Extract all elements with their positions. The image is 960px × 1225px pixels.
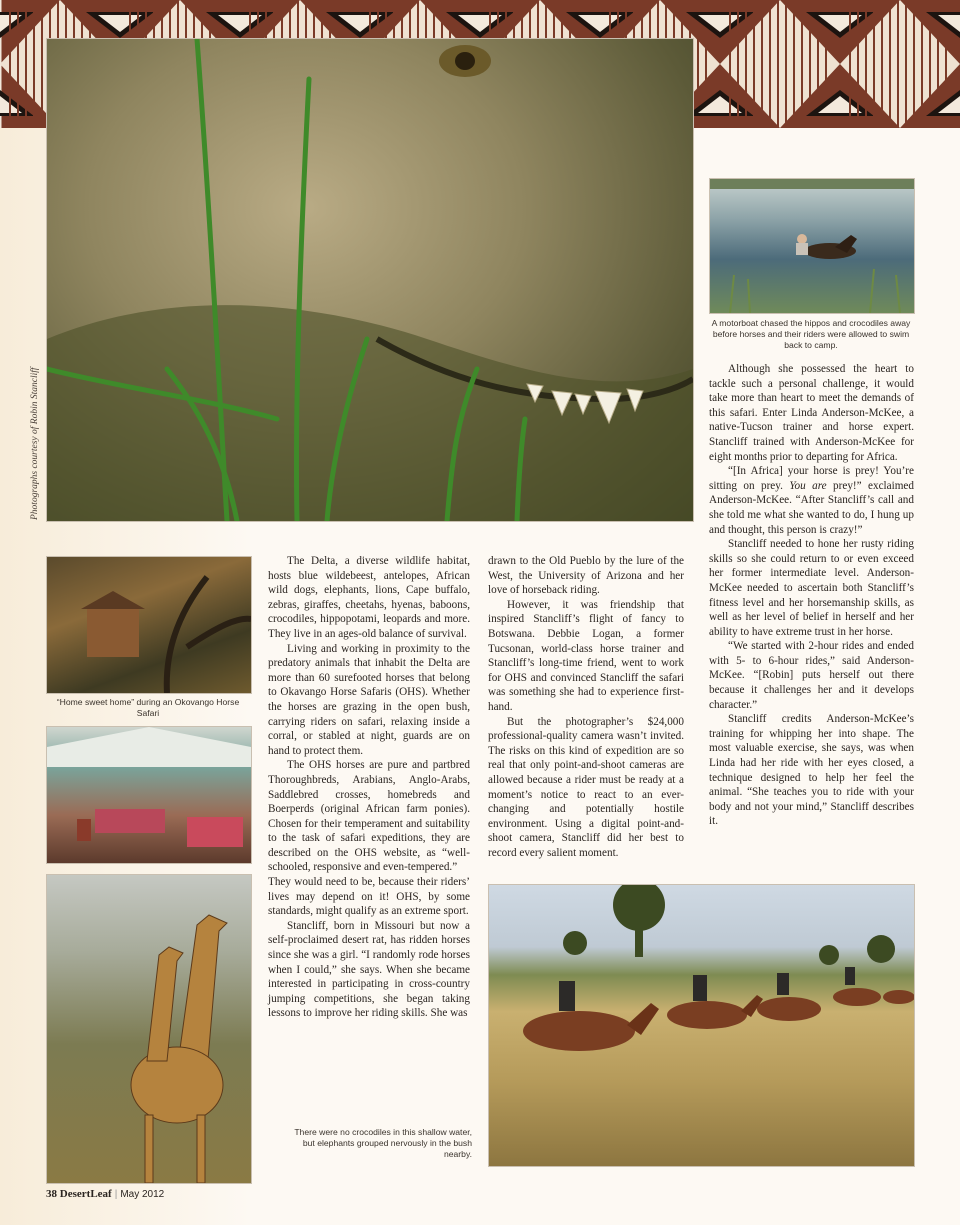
paragraph: Living and working in proximity to the predatory animals that inhabit the Delta are more than 60 surefooted horses that belong to Okavango Horse Safaris (OHS). Whether the horses are grazing in the open bush, carrying riders on safari, relaxing inside a corral, or stabled at night, guards are on hand to protect them. xyxy=(268,642,470,757)
issue-date: May 2012 xyxy=(120,1189,165,1200)
paragraph: “We started with 2-hour rides and ended with 5- to 6-hour rides,” said Anderson-McKee. “[Robin] puts herself out there because it challenges her and it develops character.” xyxy=(709,640,914,711)
paragraph: They would need to be, because their riders’ lives may depend on it! OHS, by some standards, might qualify as an extreme sport. xyxy=(268,876,470,918)
emphasis-text: You are xyxy=(789,479,827,492)
article-column-3 xyxy=(709,362,914,829)
quote-text: “[In Africa] your horse is prey! You’re sitting on prey. xyxy=(709,465,914,492)
photo-credit: Photographs courtesy of Robin Stancliff xyxy=(30,367,40,520)
paragraph: Stancliff needed to hone her rusty riding skills so she could return to or even exceed her former intermediate level. Anderson-McKee needed to ascertain both Stancliff’s fitness level and her horsemanship skills, as well as her level of belief in herself and her ability to have extreme trust in her horse. xyxy=(709,538,914,638)
crocodile-photo xyxy=(46,38,694,522)
paragraph xyxy=(709,464,914,537)
quote-text: prey!” exclaimed Anderson-McKee. “After Stancliff’s call and she told me what she wanted to do, I hung up and thought, this person is crazy!” xyxy=(709,479,914,536)
article-column-1 xyxy=(268,554,470,1021)
article-column-2 xyxy=(488,554,684,860)
paragraph: But the photographer’s $24,000 professional-quality camera wasn’t invited. The risks on this kind of expedition are so real that only point-and-shoot cameras are allowed because a rider must be ready at a moment’s notice to react to an ever-changing and potentially hostile environment. Using a digital point-and-shoot camera, Stancliff did her best to record every salient moment. xyxy=(488,715,684,859)
swimming-horse-photo xyxy=(709,178,915,314)
paragraph: However, it was friendship that inspired Stancliff’s flight of fancy to Botswana. Debbie Logan, a former Tucsonan, world-class horse trainer and Stancliff’s long-time friend, went to work for OHS and convinced Stancliff the safari was something she had to experience first-hand. xyxy=(488,598,684,713)
hut-caption: “Home sweet home” during an Okovango Horse Safari xyxy=(56,697,240,718)
page-footer: 38 DesertLeaf | May 2012 xyxy=(46,1188,165,1200)
motorboat-caption: A motorboat chased the hippos and crocodiles away before horses and their riders were allowed to swim back to camp. xyxy=(711,318,911,350)
paragraph: Stancliff, born in Missouri but now a self-proclaimed desert rat, has ridden horses since she was a girl. “I randomly rode horses when I could,” she says. When she became interested in participating in cross-country jumping competitions, she began taking lessons to improve her riding skills. She was xyxy=(268,919,470,1020)
page-number: 38 xyxy=(46,1188,57,1200)
crossing-caption: There were no crocodiles in this shallow water, but elephants grouped nervously in the bush nearby. xyxy=(294,1127,472,1159)
paragraph: The OHS horses are pure and partbred Thoroughbreds, Arabians, Anglo-Arabs, Saddlebred crosses, homebreds and Boerperds (original African farm ponies). Chosen for their temperament and suitability to the task of safari expeditions, they are described on the OHS website, as “well-schooled, responsive and even-tempered.” xyxy=(268,759,470,874)
paragraph: The Delta, a diverse wildlife habitat, hosts blue wildebeest, antelopes, African wild dogs, elephants, lions, Cape buffalo, zebras, giraffes, cheetahs, hyenas, baboons, crocodiles, hippopotami, leopards and more. They live in an ages-old balance of survival. xyxy=(268,555,470,640)
paragraph: Stancliff credits Anderson-McKee’s training for whipping her into shape. The most valuable exercise, she says, was when Linda had her ride with her eyes closed, a technique designed to help her feel the animal. “She teaches you to ride with your body and not your mind,” Stancliff describes it. xyxy=(709,713,914,828)
paragraph: drawn to the Old Pueblo by the lure of the West, the University of Arizona and her love of horseback riding. xyxy=(488,555,684,597)
okovango-hut-photo xyxy=(46,556,252,694)
horseback-crossing-photo xyxy=(488,884,915,1167)
paragraph: Although she possessed the heart to tackle such a personal challenge, it would take more than heart to meet the demands of this safari. Enter Linda Anderson-McKee, a native-Tucson trainer and horse expert. Stancliff trained with Anderson-McKee for eight months prior to departing for Africa. xyxy=(709,363,914,463)
tent-interior-photo xyxy=(46,726,252,864)
giraffes-photo xyxy=(46,874,252,1184)
magazine-name: DesertLeaf xyxy=(59,1188,112,1200)
